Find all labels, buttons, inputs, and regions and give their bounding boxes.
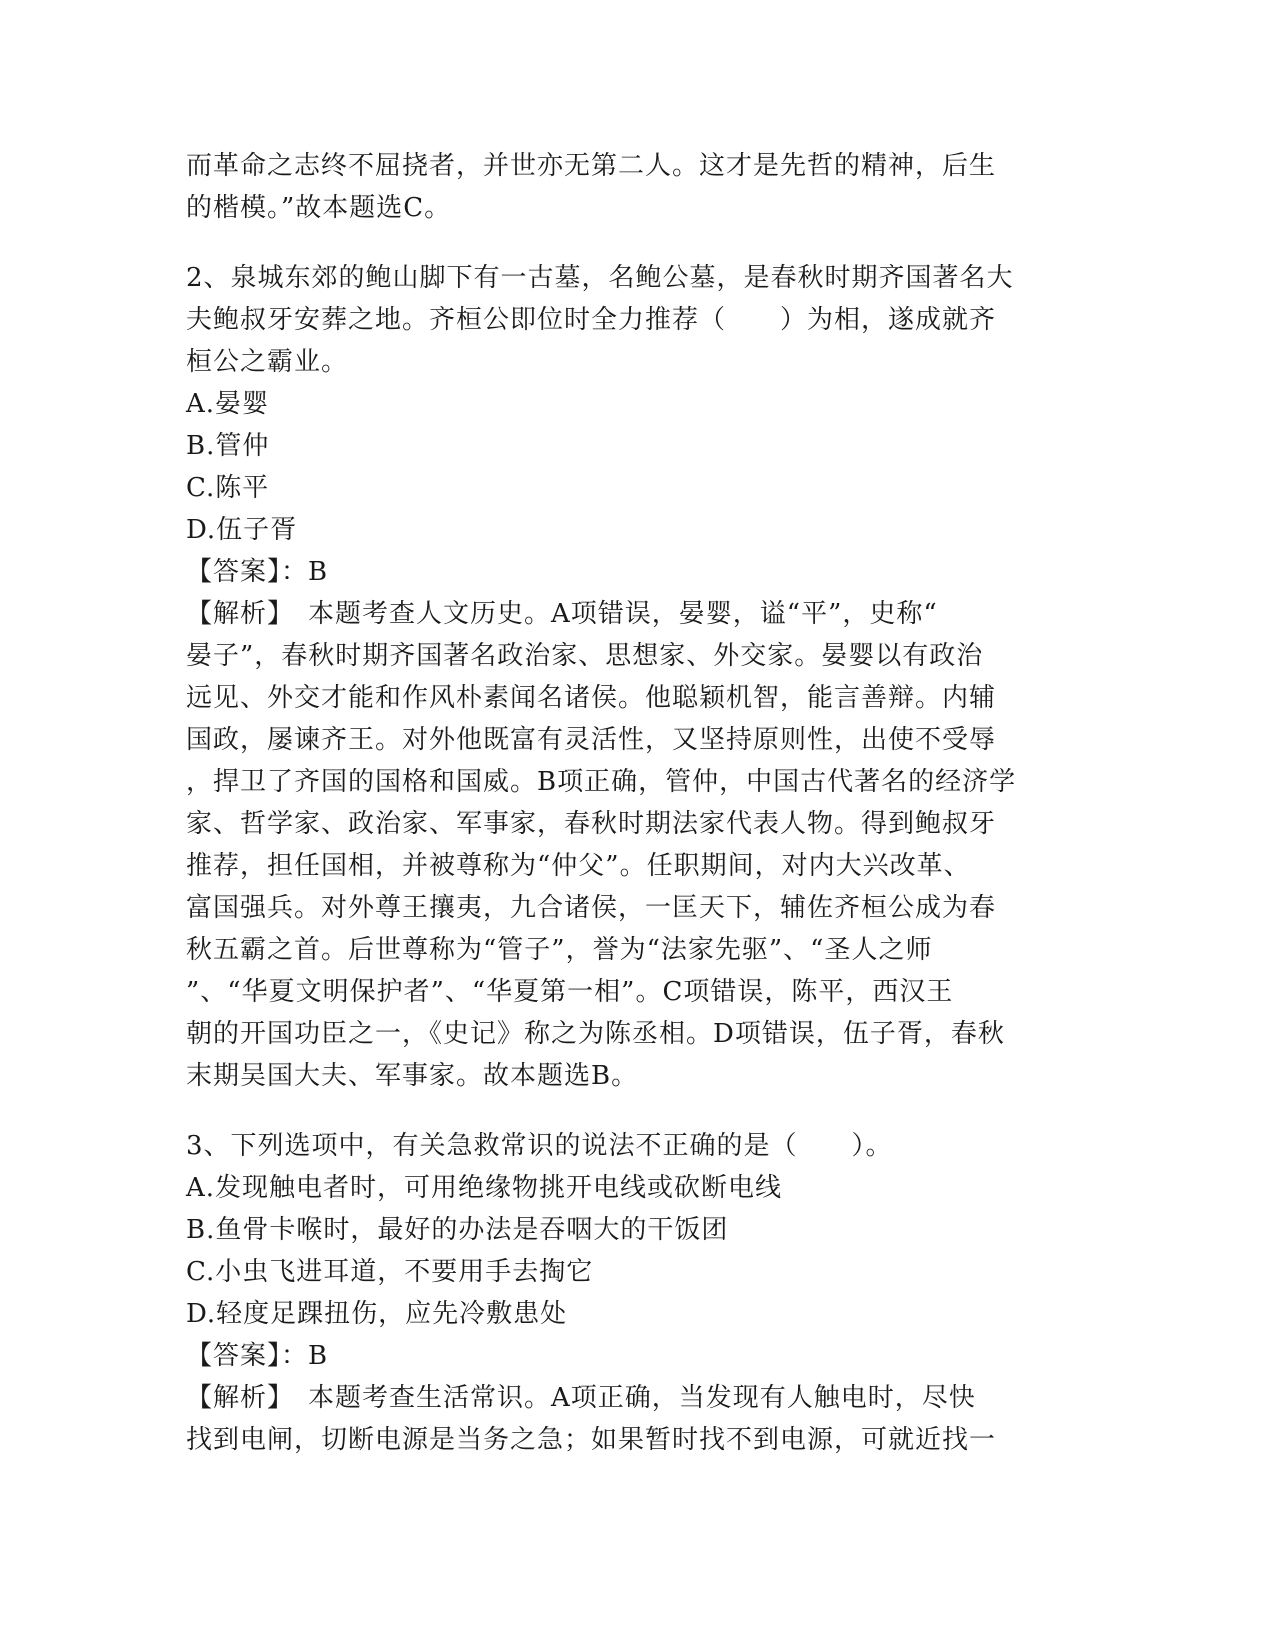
- text-line: 的楷模。”故本题选C。: [186, 193, 452, 223]
- analysis-line: 【解析】 本题考查生活常识。A项正确，当发现有人触电时，尽快: [186, 1383, 976, 1413]
- spacer: [186, 1097, 1086, 1125]
- analysis-line: 找到电闸，切断电源是当务之急；如果暂时找不到电源，可就近找一: [186, 1425, 997, 1455]
- answer-line: 【答案】：B: [186, 1341, 329, 1371]
- analysis-line: 晏子”，春秋时期齐国著名政治家、思想家、外交家。晏婴以有政治: [186, 641, 984, 671]
- option-b: B.鱼骨卡喉时，最好的办法是吞咽大的干饭团: [186, 1215, 729, 1245]
- question-2: [186, 257, 1086, 1097]
- question-stem-line: 3、下列选项中，有关急救常识的说法不正确的是（ ）。: [186, 1131, 893, 1161]
- question-stem-line: 2、泉城东郊的鲍山脚下有一古墓，名鲍公墓，是春秋时期齐国著名大: [186, 263, 1014, 293]
- option-c: C.陈平: [186, 473, 270, 503]
- analysis-line: 远见、外交才能和作风朴素闻名诸侯。他聪颖机智，能言善辩。内辅: [186, 683, 997, 713]
- analysis-line: 富国强兵。对外尊王攘夷，九合诸侯，一匡天下，辅佐齐桓公成为春: [186, 893, 997, 923]
- question-stem-line: 桓公之霸业。: [186, 347, 349, 377]
- analysis-line: 国政，屡谏齐王。对外他既富有灵活性，又坚持原则性，出使不受辱: [186, 725, 997, 755]
- option-d: D.轻度足踝扭伤，应先冷敷患处: [186, 1299, 568, 1329]
- analysis-line: 秋五霸之首。后世尊称为“管子”，誉为“法家先驱”、“圣人之师: [186, 935, 933, 965]
- option-a: A.晏婴: [186, 389, 270, 419]
- analysis-line: 【解析】 本题考查人文历史。A项错误，晏婴，谥“平”，史称“: [186, 599, 938, 629]
- analysis-line: 朝的开国功臣之一，《史记》称之为陈丞相。D项错误，伍子胥，春秋: [186, 1019, 1005, 1049]
- option-c: C.小虫飞进耳道，不要用手去掏它: [186, 1257, 594, 1287]
- option-b: B.管仲: [186, 431, 270, 461]
- answer-line: 【答案】：B: [186, 557, 329, 587]
- analysis-line: 末期吴国大夫、军事家。故本题选B。: [186, 1061, 639, 1091]
- option-d: D.伍子胥: [186, 515, 298, 545]
- analysis-line: ”、“华夏文明保护者”、“华夏第一相”。C项错误，陈平，西汉王: [186, 977, 954, 1007]
- document-page: [186, 145, 1086, 1461]
- analysis-line: 推荐，担任国相，并被尊称为“仲父”。任职期间，对内大兴改革、: [186, 851, 971, 881]
- analysis-line: ，捍卫了齐国的国格和国威。B项正确，管仲，中国古代著名的经济学: [186, 767, 1017, 797]
- question-3: [186, 1125, 1086, 1461]
- spacer: [186, 229, 1086, 257]
- analysis-line: 家、哲学家、政治家、军事家，春秋时期法家代表人物。得到鲍叔牙: [186, 809, 997, 839]
- previous-question-tail: [186, 145, 1086, 229]
- text-line: 而革命之志终不屈挠者，并世亦无第二人。这才是先哲的精神，后生: [186, 151, 997, 181]
- question-stem-line: 夫鲍叔牙安葬之地。齐桓公即位时全力推荐（ ）为相，遂成就齐: [186, 305, 997, 335]
- option-a: A.发现触电者时，可用绝缘物挑开电线或砍断电线: [186, 1173, 783, 1203]
